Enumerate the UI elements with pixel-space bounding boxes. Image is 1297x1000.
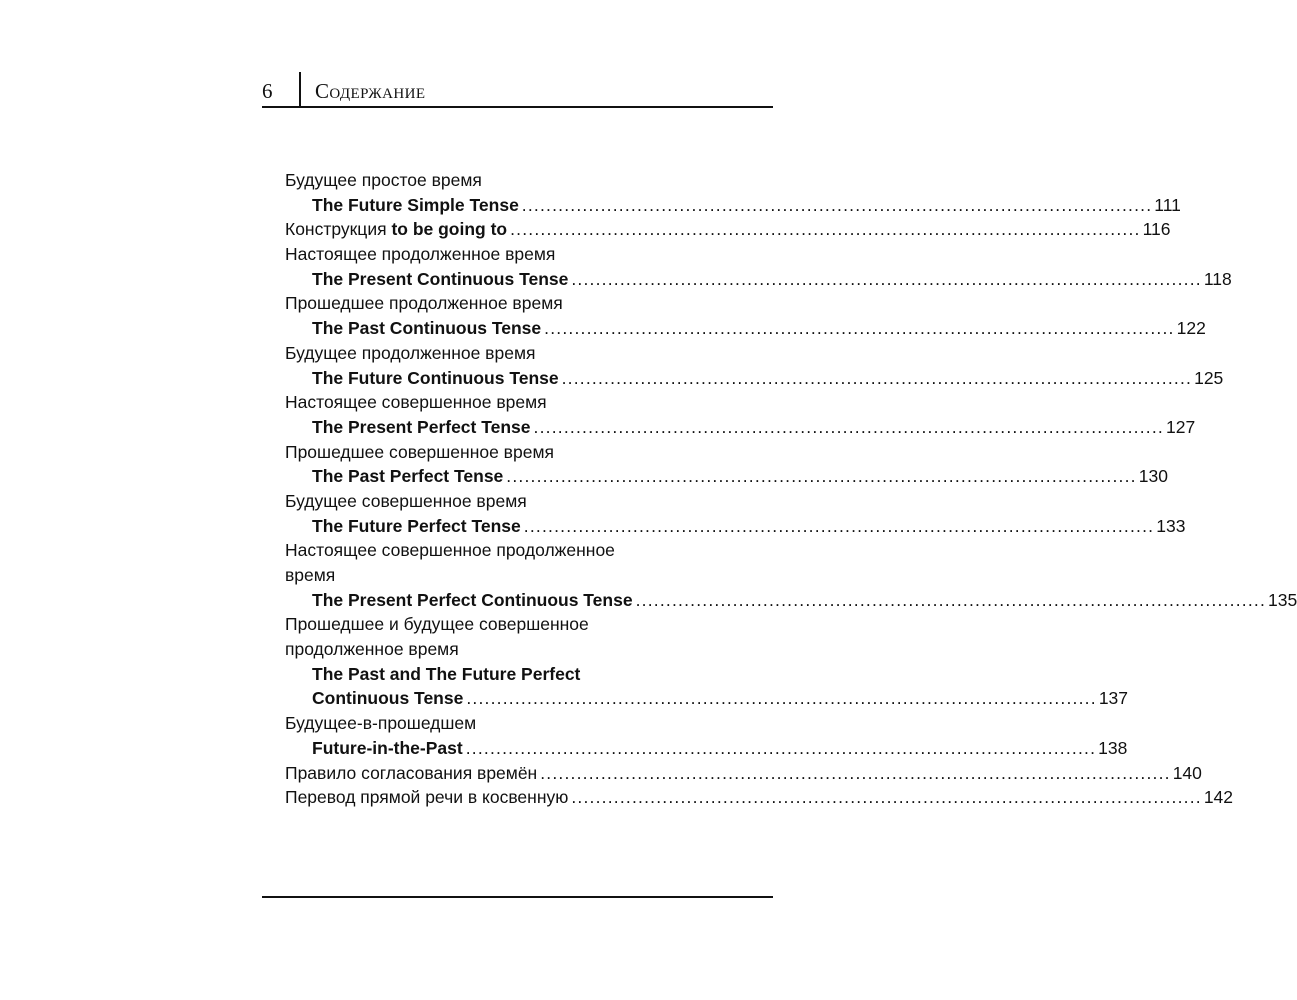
toc-entry xyxy=(262,761,1202,786)
leader-dots: ........................................................................................................ xyxy=(521,194,1153,215)
toc-page-number: 111 xyxy=(1154,194,1181,215)
toc-entry-title: The Present Continuous Tense xyxy=(312,268,569,289)
toc-page-number: 133 xyxy=(1156,515,1186,536)
toc-heading-text: Настоящее совершенное продолженное xyxy=(285,540,615,561)
toc-entry xyxy=(262,514,1186,539)
toc-entry-title: to be going to xyxy=(391,219,508,240)
leader-dots: ........................................................................................................ xyxy=(465,737,1097,758)
toc-page-number: 116 xyxy=(1142,219,1171,240)
toc-entry-title: The Past Perfect Tense xyxy=(312,466,504,487)
toc-page-number: 138 xyxy=(1098,737,1128,758)
toc-entry-prefix: Конструкция xyxy=(285,219,392,240)
toc-entry-title: Правило согласования времён xyxy=(285,762,538,783)
toc-heading-text: Настоящее продолженное время xyxy=(285,244,556,265)
toc-page-number: 118 xyxy=(1203,268,1232,289)
toc-heading-text: Прошедшее продолженное время xyxy=(285,293,563,314)
toc-heading xyxy=(262,168,756,193)
toc-entry xyxy=(262,366,1224,391)
leader-dots: ........................................................................................................ xyxy=(510,219,1141,240)
leader-dots: ........................................................................................................ xyxy=(571,787,1202,808)
toc-entry xyxy=(262,267,1232,292)
toc-entry-title: The Present Perfect Continuous Tense xyxy=(312,589,633,610)
toc-heading-text: время xyxy=(285,565,336,585)
toc-entry-title: The Future Perfect Tense xyxy=(312,515,521,536)
toc-page-number: 130 xyxy=(1138,466,1168,487)
toc-entry-title: The Future Simple Tense xyxy=(312,194,519,215)
leader-dots: ........................................................................................................ xyxy=(571,268,1202,289)
toc-heading xyxy=(262,612,756,637)
toc-entry xyxy=(262,415,1196,440)
toc-heading-continued xyxy=(262,563,756,588)
leader-dots: ........................................................................................................ xyxy=(544,318,1175,339)
toc-entry xyxy=(262,785,1234,810)
toc-heading-text: Настоящее совершенное время xyxy=(285,392,547,413)
toc-heading xyxy=(262,440,756,465)
toc-heading-text: Будущее совершенное время xyxy=(285,490,527,511)
toc-page-number: 140 xyxy=(1172,762,1202,783)
toc-entry xyxy=(262,588,1297,613)
toc-heading-text: Будущее продолженное время xyxy=(285,342,536,363)
leader-dots: ........................................................................................................ xyxy=(533,416,1164,437)
toc-entry xyxy=(262,686,1129,711)
toc-entry-title: The Future Continuous Tense xyxy=(312,367,559,388)
toc-heading xyxy=(262,291,756,316)
leader-dots: ........................................................................................................ xyxy=(540,762,1171,783)
toc-page-number: 135 xyxy=(1268,589,1297,610)
toc-entry xyxy=(262,736,1128,761)
header-rule xyxy=(262,106,773,108)
toc-entry-title: The Present Perfect Tense xyxy=(312,416,531,437)
toc-entry xyxy=(262,193,1181,218)
toc-entry-title: Перевод прямой речи в косвенную xyxy=(285,787,569,808)
toc-entry xyxy=(262,316,1206,341)
toc-heading-text: Будущее-в-прошедшем xyxy=(285,713,477,734)
toc-heading-text: Прошедшее совершенное время xyxy=(285,441,554,462)
toc-entry xyxy=(262,464,1168,489)
running-head xyxy=(262,72,773,108)
toc-entry xyxy=(262,217,1171,242)
toc-heading xyxy=(262,341,756,366)
leader-dots: ........................................................................................................ xyxy=(523,515,1155,536)
toc-heading xyxy=(262,489,756,514)
toc-entry-title: The Past and The Future Perfect xyxy=(312,663,581,684)
toc-heading-text: Прошедшее и будущее совершенное xyxy=(285,614,589,635)
toc-page-number: 127 xyxy=(1165,416,1196,437)
toc-page-number: 137 xyxy=(1098,688,1129,709)
toc-page-number: 122 xyxy=(1176,318,1206,339)
toc-heading-text: Будущее простое время xyxy=(285,170,482,190)
toc-heading-continued xyxy=(262,637,756,662)
toc-heading xyxy=(262,390,756,415)
toc-heading xyxy=(262,242,756,267)
toc-entry-title-line xyxy=(262,662,756,687)
section-title: Содержание xyxy=(315,79,426,103)
toc-heading xyxy=(262,711,756,736)
toc-page-number: 142 xyxy=(1203,787,1234,808)
toc-entry-title: The Past Continuous Tense xyxy=(312,318,542,339)
toc-entry-title: Future-in-the-Past xyxy=(312,737,463,758)
toc-entry-title: Continuous Tense xyxy=(312,688,464,709)
table-of-contents xyxy=(262,168,1297,810)
header-separator xyxy=(299,72,301,106)
footer-rule xyxy=(262,896,773,898)
leader-dots: ........................................................................................................ xyxy=(635,589,1267,610)
toc-heading-text: продолженное время xyxy=(285,639,459,660)
toc-heading xyxy=(262,538,756,563)
leader-dots: ........................................................................................................ xyxy=(506,466,1137,487)
leader-dots: ........................................................................................................ xyxy=(466,688,1097,709)
page-number: 6 xyxy=(262,79,273,103)
toc-page-number: 125 xyxy=(1194,367,1224,388)
leader-dots: ........................................................................................................ xyxy=(561,367,1193,388)
